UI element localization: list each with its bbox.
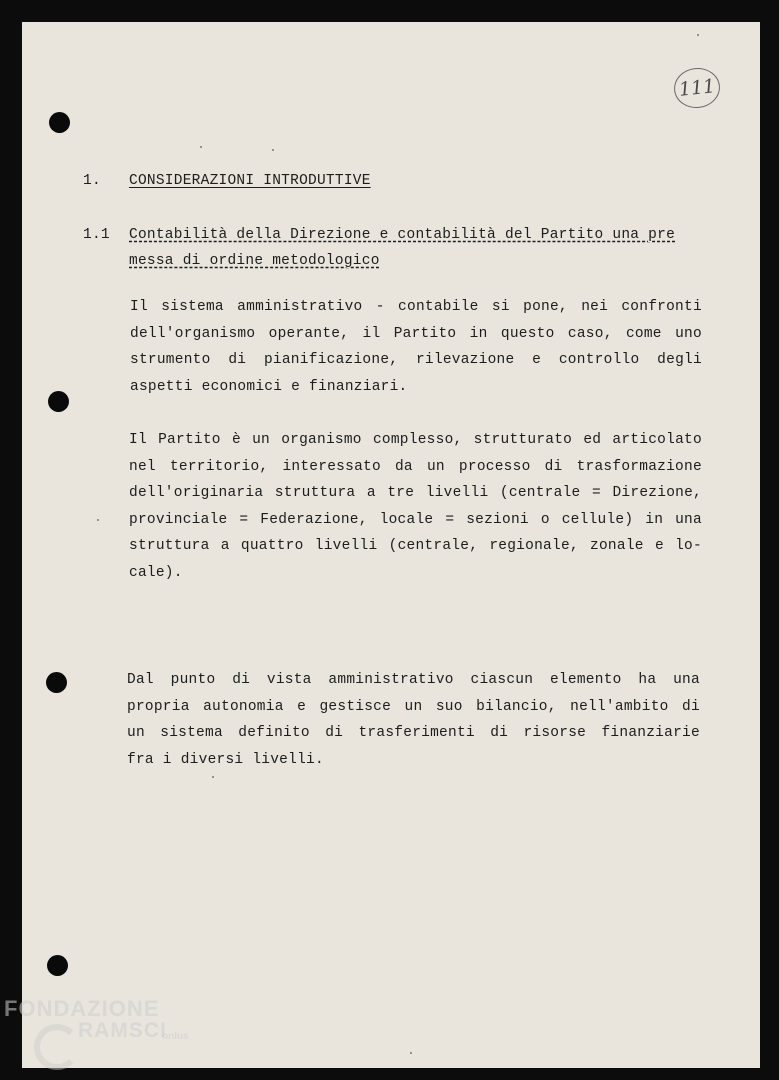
word: locale <box>379 511 434 528</box>
word: o <box>540 511 550 528</box>
word: una <box>675 511 702 528</box>
punch-hole <box>46 672 67 693</box>
subsection-title-line1: Contabilità della Direzione e contabilità del Partito una pre <box>129 227 676 243</box>
word: uno <box>675 325 702 342</box>
paragraph-line <box>129 507 702 534</box>
word: si <box>491 299 510 315</box>
subsection-title-line2: messa di ordine metodologico <box>129 253 380 269</box>
word: suo <box>435 698 463 715</box>
word: Federazione, <box>260 511 368 528</box>
word: Il <box>130 299 148 315</box>
word: trasferimenti <box>358 725 475 741</box>
paragraph-line <box>127 667 700 694</box>
word: processo <box>458 458 531 475</box>
paragraph-line <box>130 347 702 374</box>
watermark-line1: FONDAZIONE <box>4 996 160 1021</box>
word: quattro <box>240 538 304 554</box>
word: livelli <box>314 538 378 554</box>
word: vista <box>266 672 312 688</box>
word: nell'ambito <box>570 698 669 715</box>
word: pone, <box>523 299 568 315</box>
subsection-number: 1.1 <box>83 227 110 243</box>
paragraph-line: fra i diversi livelli. <box>127 751 324 768</box>
word: di <box>682 698 700 715</box>
watermark-line2: RAMSCI <box>78 1019 167 1042</box>
paragraph-line: aspetti economici e finanziari. <box>130 378 408 395</box>
word: bilancio, <box>476 698 557 715</box>
word: = <box>445 511 455 528</box>
word: interessato <box>282 458 381 475</box>
word: definito <box>238 725 310 741</box>
word: ciascun <box>470 672 534 688</box>
word: confronti <box>621 299 702 315</box>
paragraph-line <box>130 294 702 321</box>
word: elemento <box>549 672 622 688</box>
word: un <box>127 725 145 741</box>
word: articolato <box>612 432 702 448</box>
paragraph-2 <box>129 427 702 586</box>
word: un <box>252 432 270 448</box>
word: gestisce <box>319 698 392 715</box>
paragraph-line: cale). <box>129 564 183 581</box>
word: Partito <box>393 325 457 342</box>
word: un <box>404 698 423 715</box>
word: di <box>232 672 251 688</box>
word: cellule) <box>561 511 634 528</box>
punch-hole <box>47 955 68 976</box>
paragraph-line <box>129 480 702 507</box>
word: e <box>532 352 542 368</box>
word: struttura <box>274 485 356 501</box>
word: tre <box>387 485 415 501</box>
word: propria <box>127 698 190 715</box>
word: strutturato <box>473 432 573 448</box>
word: a <box>366 485 376 501</box>
word: autonomia <box>203 698 284 715</box>
paragraph-line <box>129 454 702 481</box>
word: amministrativo <box>237 299 363 315</box>
word: in <box>645 511 664 528</box>
word: territorio, <box>169 458 269 475</box>
word: una <box>673 672 700 688</box>
word: di <box>544 458 563 475</box>
word: (centrale, <box>388 538 479 554</box>
word: complesso, <box>372 432 463 448</box>
word: pianificazione, <box>263 352 399 368</box>
word: un <box>426 458 445 475</box>
paragraph-line <box>129 427 702 454</box>
word: nel <box>129 458 156 475</box>
word: dell'originaria <box>129 485 264 501</box>
word: il <box>362 325 381 342</box>
word: amministrativo <box>328 672 454 688</box>
word: contabile <box>398 299 479 315</box>
word: e <box>297 698 307 715</box>
word: rilevazione <box>415 352 515 368</box>
word: Il <box>129 432 147 448</box>
word: ed <box>583 432 602 448</box>
word: Partito <box>158 432 221 448</box>
punch-hole <box>49 112 70 133</box>
paragraph-line <box>127 694 700 721</box>
word: Dal <box>127 672 154 688</box>
word: regionale, <box>489 538 579 554</box>
paragraph-1 <box>130 294 702 400</box>
watermark-logo <box>4 996 189 1042</box>
word: dell'organismo <box>130 325 256 342</box>
punch-hole <box>48 391 69 412</box>
word: ha <box>638 672 657 688</box>
word: come <box>625 325 662 342</box>
word: operante, <box>268 325 350 342</box>
word: in <box>469 325 488 342</box>
word: strumento <box>130 352 211 368</box>
word: risorse <box>523 725 587 741</box>
section-title: CONSIDERAZIONI INTRODUTTIVE <box>129 173 371 189</box>
word: Direzione, <box>612 485 702 501</box>
word: trasformazione <box>576 458 702 475</box>
word: lo- <box>675 538 702 554</box>
word: e <box>654 538 664 554</box>
word: punto <box>170 672 216 688</box>
word: organismo <box>281 432 362 448</box>
page-number: 111 <box>672 66 722 111</box>
word: sistema <box>160 725 223 741</box>
paragraph-line <box>130 321 702 348</box>
word: = <box>239 511 249 528</box>
word: = <box>592 485 601 501</box>
paragraph-line <box>129 533 702 560</box>
word: nei <box>581 299 609 315</box>
paragraph-3 <box>127 667 700 773</box>
word: sistema <box>161 299 224 315</box>
word: provinciale <box>129 511 228 528</box>
word: finanziarie <box>601 725 700 741</box>
word: di <box>325 725 344 741</box>
g-logo-icon <box>34 1024 80 1070</box>
word: da <box>394 458 413 475</box>
document-page <box>22 22 760 1068</box>
word: a <box>220 538 230 554</box>
word: degli <box>657 352 702 368</box>
word: sezioni <box>466 511 529 528</box>
word: - <box>375 299 385 315</box>
paragraph-line <box>127 720 700 747</box>
word: struttura <box>129 538 210 554</box>
word: zonale <box>590 538 644 554</box>
word: di <box>490 725 509 741</box>
word: caso, <box>567 325 613 342</box>
word: è <box>231 432 241 448</box>
word: (centrale <box>499 485 581 501</box>
word: controllo <box>558 352 640 368</box>
word: livelli <box>425 485 489 501</box>
word: di <box>228 352 247 368</box>
watermark-line3: onlus <box>162 1031 189 1042</box>
section-number: 1. <box>83 173 101 189</box>
word: questo <box>500 325 555 342</box>
